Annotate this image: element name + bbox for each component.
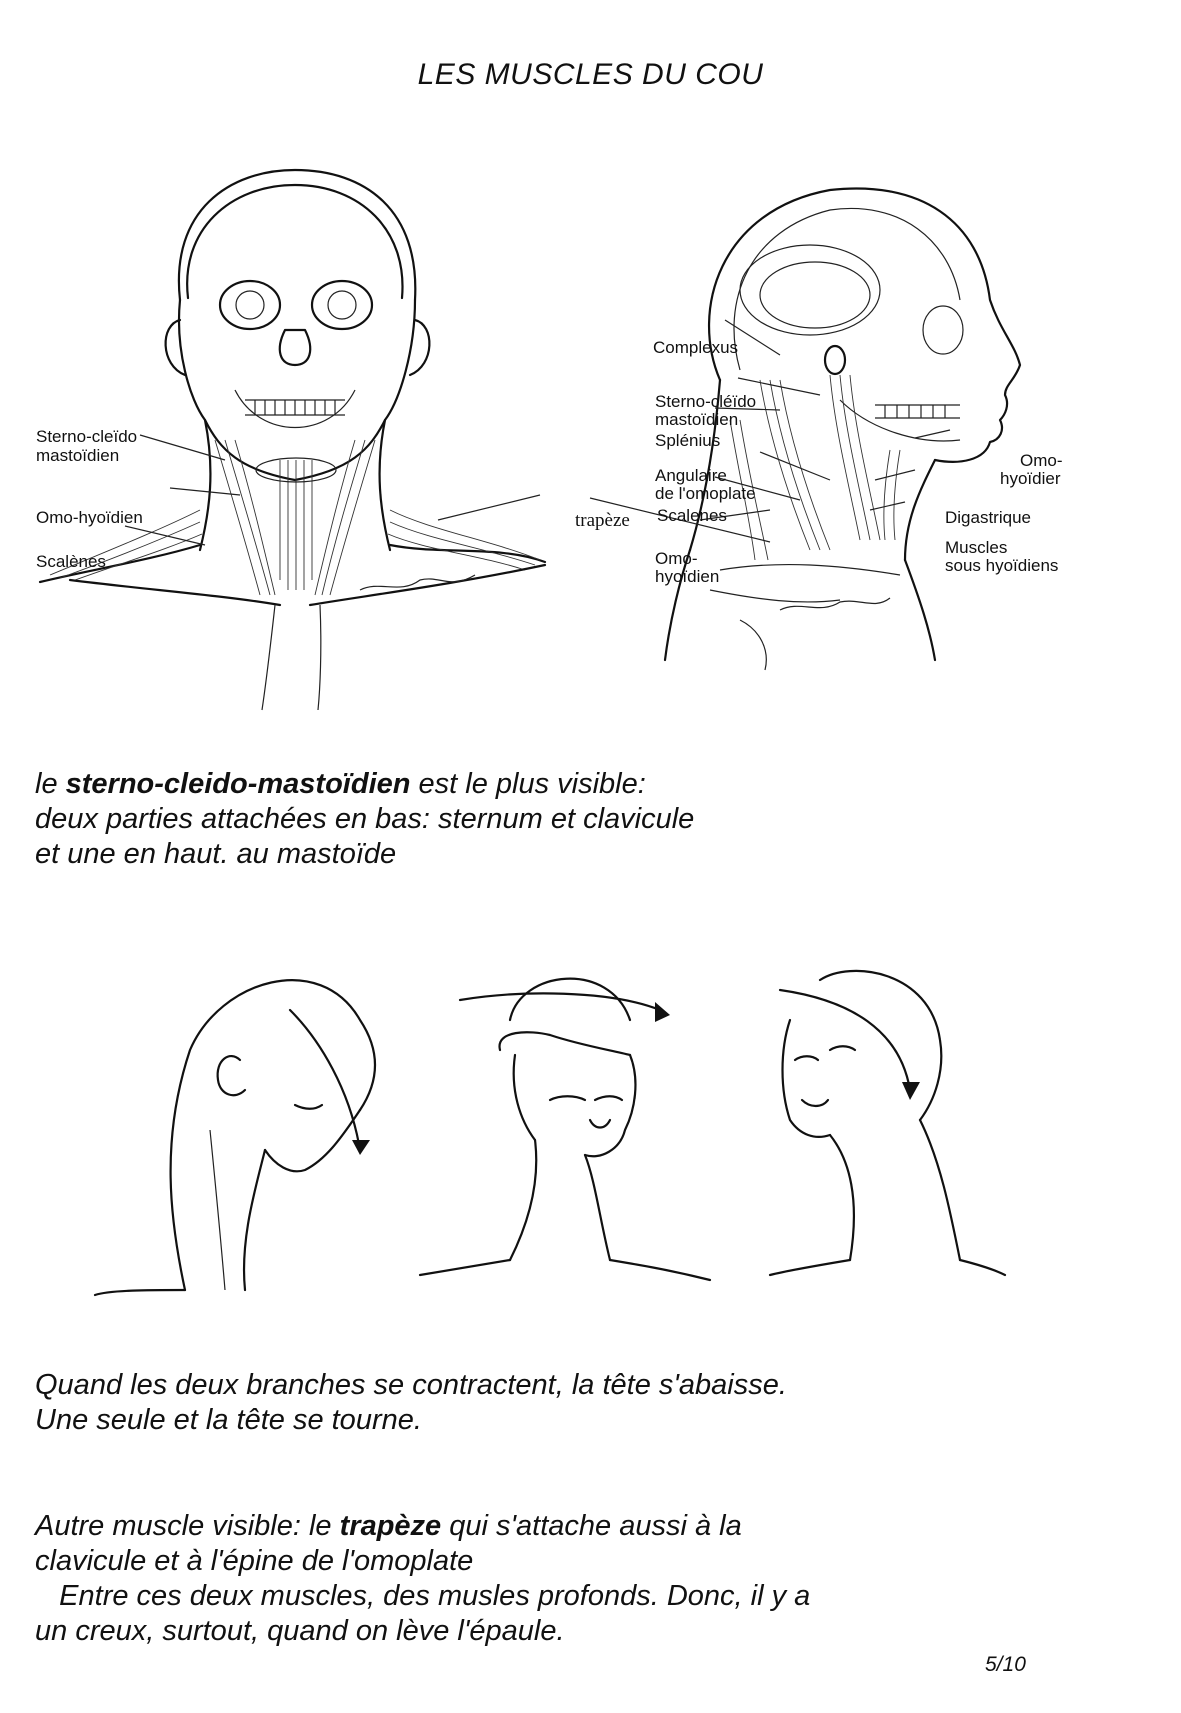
label-omo-side-1: Omo- bbox=[655, 549, 698, 568]
head-movement-illustration bbox=[90, 960, 1050, 1310]
page-number: 5/10 bbox=[985, 1653, 1026, 1676]
paragraph-sterno: le sterno-cleido-mastoïdien est le plus visible: deux parties attachées en bas: sternum et clavicule et une en haut. au mastoïde bbox=[35, 768, 695, 870]
label-omo-front: Omo-hyoïdien bbox=[36, 508, 143, 527]
paragraph-contraction: Quand les deux branches se contractent, la tête s'abaisse. Une seule et la tête se tourne. bbox=[35, 1369, 787, 1436]
label-omo-hyoidien-2: hyoïdier bbox=[1000, 469, 1061, 488]
side-neck-anatomy-illustration bbox=[660, 180, 1090, 680]
label-angulaire-1: Angulaire bbox=[655, 466, 727, 485]
label-splenius: Splénius bbox=[655, 431, 721, 450]
label-complexus: Complexus bbox=[653, 338, 739, 357]
label-sterno-front-1: Sterno-cleïdo bbox=[36, 427, 138, 446]
label-scalenes-front: Scalènes bbox=[36, 552, 106, 571]
page-title: LES MUSCLES DU COU bbox=[417, 58, 764, 91]
label-muscles-1: Muscles bbox=[945, 538, 1008, 557]
label-omo-side-2: hyoïdien bbox=[655, 567, 720, 586]
label-sterno-side-1: Sterno-cléïdo bbox=[655, 392, 757, 411]
label-trapeze-annotation: trapèze bbox=[575, 510, 630, 531]
label-sterno-front-2: mastoïdien bbox=[36, 446, 120, 465]
label-sterno-side-2: mastoïdien bbox=[655, 410, 739, 429]
paragraph-trapeze: Autre muscle visible: le trapèze qui s'attache aussi à la clavicule et à l'épine de l'omoplate Entre ces deux muscles, des musles profonds. Donc, il y a un creux, surtout, quand on lève l'épaule. bbox=[35, 1510, 811, 1647]
label-digastrique: Digastrique bbox=[945, 508, 1031, 527]
label-muscles-2: sous hyoïdiens bbox=[945, 556, 1059, 575]
label-omo-hyoidien-1: Omo- bbox=[1020, 451, 1063, 470]
label-angulaire-2: de l'omoplate bbox=[655, 484, 756, 503]
label-scalenes-side: Scalenes bbox=[657, 506, 727, 525]
